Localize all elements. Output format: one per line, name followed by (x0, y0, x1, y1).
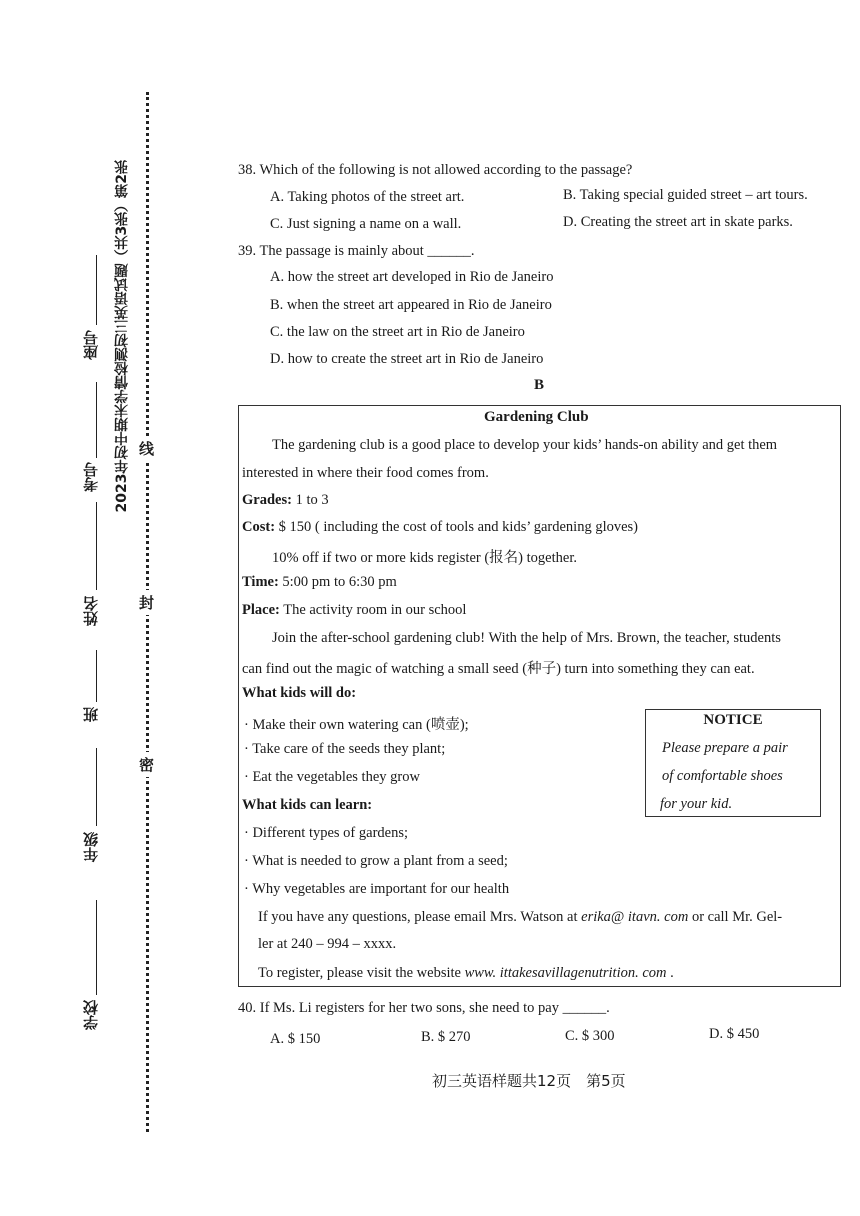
club-contact-line-2: ler at 240 – 994 – xxxx. (258, 936, 397, 952)
club-time (242, 574, 397, 591)
cost-label: Cost: (242, 519, 276, 535)
question-39-option-c: C. the law on the street art in Rio de Janeiro (270, 324, 525, 340)
learn-item: · What is needed to grow a plant from a seed; (244, 853, 508, 869)
question-40-option-d: D. $ 450 (709, 1026, 760, 1042)
field-line-school (96, 900, 97, 995)
notice-box (645, 709, 821, 817)
club-intro-line-1: The gardening club is a good place to develop your kids’ hands-on ability and get them (272, 437, 778, 453)
notice-title: NOTICE (703, 712, 763, 728)
field-label-exam-no: 考号 (82, 462, 100, 492)
question-38-option-c: C. Just signing a name on a wall. (270, 216, 462, 232)
field-label-grade: 年级 (82, 832, 100, 862)
club-register-line (258, 965, 674, 982)
do-item: · Eat the vegetables they grow (244, 769, 420, 785)
question-39-stem: 39. The passage is mainly about ______. (238, 243, 475, 259)
contact-text: If you have any questions, please email Mrs. Watson at (258, 909, 582, 925)
time-value: 5:00 pm to 6:30 pm (278, 574, 397, 590)
question-38-option-b: B. Taking special guided street – art tours. (563, 187, 808, 203)
question-38-option-d: D. Creating the street art in skate parks. (563, 214, 793, 230)
what-kids-do-heading: What kids will do: (242, 685, 357, 701)
question-40-option-b: B. $ 270 (421, 1029, 471, 1045)
question-40-stem: 40. If Ms. Li registers for her two sons, she need to pay ______. (238, 1000, 610, 1016)
question-38-stem: 38. Which of the following is not allowed according to the passage? (238, 162, 633, 178)
notice-line: Please prepare a pair (662, 740, 788, 756)
field-line-grade (96, 748, 97, 826)
field-line-seat-no (96, 255, 97, 325)
field-line-class (96, 650, 97, 702)
club-cost (242, 519, 638, 536)
club-title: Gardening Club (484, 409, 589, 425)
club-join-line-1: Join the after-school gardening club! With the help of Mrs. Brown, the teacher, students (272, 630, 781, 646)
register-website: www. ittakesavillagenutrition. com (464, 965, 667, 981)
register-text: To register, please visit the website (258, 965, 465, 981)
seal-char-secret: 密 (139, 752, 154, 777)
section-label-b: B (534, 377, 545, 393)
time-label: Time: (242, 574, 279, 590)
place-value: The activity room in our school (279, 602, 467, 618)
seal-char-seal: 封 (139, 590, 154, 615)
club-contact-line-1 (258, 909, 782, 926)
grades-value: 1 to 3 (291, 492, 329, 508)
contact-text-2: or call Mr. Gel- (688, 909, 783, 925)
field-line-exam-no (96, 382, 97, 458)
what-kids-learn-heading: What kids can learn: (242, 797, 373, 813)
grades-label: Grades: (242, 492, 292, 508)
question-39-option-d: D. how to create the street art in Rio de Janeiro (270, 351, 544, 367)
question-39-option-a: A. how the street art developed in Rio de Janeiro (270, 269, 554, 285)
exam-title-vertical: 2023年初中期末学情检测初三英语试题（共3张）第2张 (114, 160, 130, 513)
place-label: Place: (242, 602, 280, 618)
question-38-option-a: A. Taking photos of the street art. (270, 189, 465, 205)
field-line-name (96, 502, 97, 590)
notice-line: for your kid. (660, 796, 733, 812)
contact-email: erika@ itavn. com (581, 909, 689, 925)
do-item: · Take care of the seeds they plant; (244, 741, 446, 757)
club-discount: 10% off if two or more kids register (报名) together. (272, 550, 577, 566)
do-item: · Make their own watering can (喷壶); (244, 717, 469, 733)
cost-value: $ 150 ( including the cost of tools and kids’ gardening gloves) (275, 519, 639, 535)
register-end: . (666, 965, 674, 981)
learn-item: · Different types of gardens; (244, 825, 409, 841)
field-label-seat-no: 座号 (82, 330, 100, 360)
club-join-line-2: can find out the magic of watching a small seed (种子) turn into something they can eat. (242, 661, 755, 677)
seal-char-line: 线 (139, 436, 154, 461)
field-label-name: 姓名 (82, 596, 100, 626)
question-40-option-c: C. $ 300 (565, 1028, 615, 1044)
club-intro-line-2: interested in where their food comes from. (242, 465, 489, 481)
notice-line: of comfortable shoes (662, 768, 783, 784)
learn-item: · Why vegetables are important for our health (244, 881, 510, 897)
field-label-school: 学校 (82, 1000, 100, 1030)
field-label-class: 班 (82, 707, 100, 722)
club-grades (242, 492, 329, 509)
club-place (242, 602, 466, 619)
page-footer: 初三英语样题共12页 第5页 (432, 1072, 626, 1090)
question-39-option-b: B. when the street art appeared in Rio de Janeiro (270, 297, 552, 313)
question-40-option-a: A. $ 150 (270, 1031, 321, 1047)
